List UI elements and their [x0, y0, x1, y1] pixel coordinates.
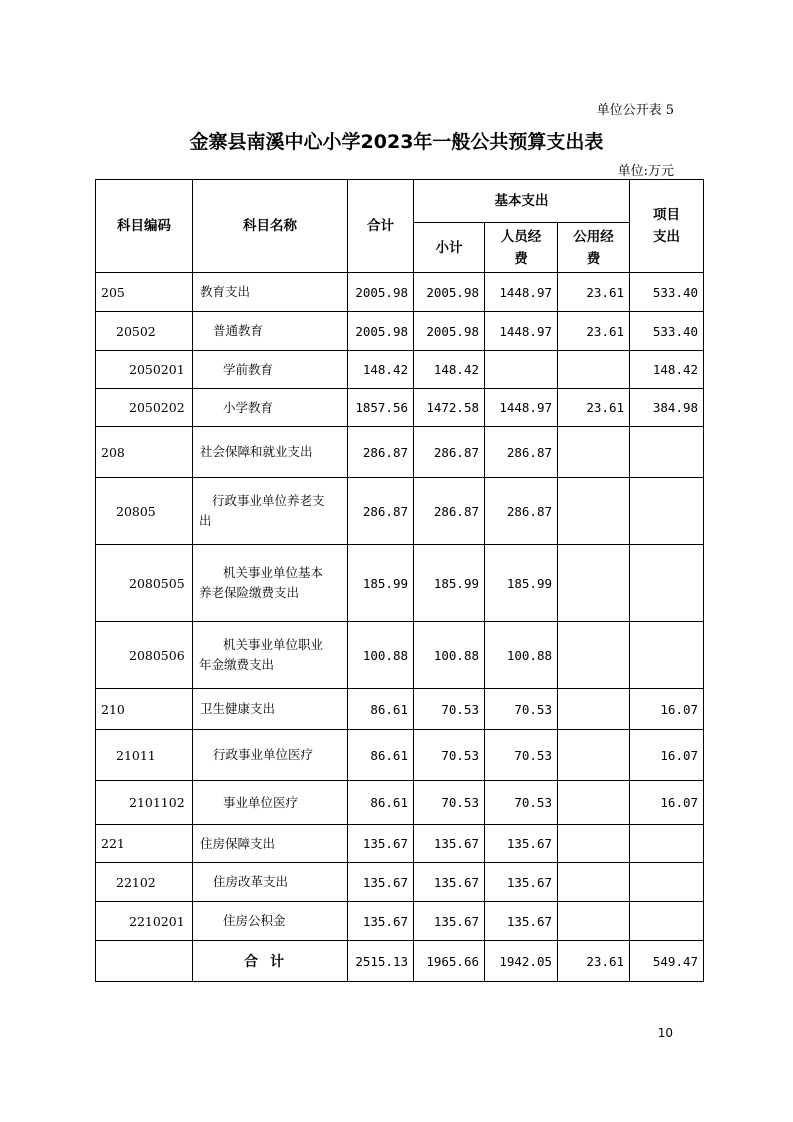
row-subtotal: 185.99 [414, 545, 485, 622]
row-public [558, 545, 630, 622]
row-personnel: 286.87 [485, 427, 558, 478]
row-personnel: 70.53 [485, 730, 558, 781]
header-name: 科目名称 [193, 180, 348, 273]
row-subtotal: 100.88 [414, 622, 485, 689]
row-project: 148.42 [630, 351, 704, 389]
row-name-line: 行政事业单位养老支 [212, 493, 325, 508]
row-name: 普通教育 [193, 312, 348, 351]
row-code: 22102 [96, 863, 193, 902]
row-subtotal: 286.87 [414, 478, 485, 545]
row-code: 221 [96, 825, 193, 863]
row-code: 210 [96, 689, 193, 730]
row-name: 住房保障支出 [193, 825, 348, 863]
row-name: 小学教育 [193, 389, 348, 427]
table-row [96, 273, 704, 312]
row-project [630, 478, 704, 545]
row-code: 20502 [96, 312, 193, 351]
row-subtotal: 135.67 [414, 902, 485, 941]
row-total: 135.67 [348, 902, 414, 941]
row-total: 135.67 [348, 825, 414, 863]
row-personnel: 135.67 [485, 902, 558, 941]
row-subtotal: 135.67 [414, 863, 485, 902]
row-name: 社会保障和就业支出 [193, 427, 348, 478]
row-personnel: 1448.97 [485, 389, 558, 427]
header-project: 项目支出 [630, 180, 704, 273]
row-name-line: 出 [199, 513, 212, 528]
row-project: 533.40 [630, 273, 704, 312]
row-public: 23.61 [558, 389, 630, 427]
row-code: 2101102 [96, 781, 193, 825]
row-public [558, 730, 630, 781]
row-name: 学前教育 [193, 351, 348, 389]
table-row [96, 730, 704, 781]
row-personnel: 135.67 [485, 863, 558, 902]
row-public: 23.61 [558, 273, 630, 312]
row-name [193, 545, 348, 622]
row-total: 2005.98 [348, 273, 414, 312]
row-personnel: 100.88 [485, 622, 558, 689]
total-label: 合计 [193, 941, 348, 982]
total-total: 2515.13 [348, 941, 414, 982]
budget-table [95, 179, 704, 982]
total-project: 549.47 [630, 941, 704, 982]
row-subtotal: 135.67 [414, 825, 485, 863]
row-name: 事业单位医疗 [193, 781, 348, 825]
row-project: 16.07 [630, 689, 704, 730]
row-project [630, 545, 704, 622]
row-code: 20805 [96, 478, 193, 545]
row-public [558, 863, 630, 902]
row-public [558, 427, 630, 478]
row-total: 2005.98 [348, 312, 414, 351]
row-total: 86.61 [348, 730, 414, 781]
row-personnel: 286.87 [485, 478, 558, 545]
row-total: 286.87 [348, 427, 414, 478]
row-total: 135.67 [348, 863, 414, 902]
table-row [96, 312, 704, 351]
row-subtotal: 148.42 [414, 351, 485, 389]
row-name-line: 机关事业单位基本 [223, 565, 324, 580]
row-name: 教育支出 [193, 273, 348, 312]
row-name-line: 养老保险缴费支出 [199, 585, 300, 600]
table-row [96, 781, 704, 825]
table-row [96, 689, 704, 730]
row-total: 185.99 [348, 545, 414, 622]
unit-label: 单位:万元 [617, 164, 674, 179]
row-public [558, 689, 630, 730]
row-public [558, 781, 630, 825]
row-subtotal: 2005.98 [414, 312, 485, 351]
total-personnel: 1942.05 [485, 941, 558, 982]
row-personnel: 185.99 [485, 545, 558, 622]
row-code: 2050202 [96, 389, 193, 427]
row-project: 16.07 [630, 730, 704, 781]
table-row [96, 478, 704, 545]
total-row [96, 941, 704, 982]
row-total: 86.61 [348, 781, 414, 825]
row-personnel: 1448.97 [485, 312, 558, 351]
row-code: 21011 [96, 730, 193, 781]
row-subtotal: 70.53 [414, 781, 485, 825]
header-total: 合计 [348, 180, 414, 273]
row-name: 住房改革支出 [193, 863, 348, 902]
header-basic: 基本支出 [414, 180, 630, 223]
row-subtotal: 286.87 [414, 427, 485, 478]
header-public: 公用经费 [558, 223, 630, 273]
row-project [630, 863, 704, 902]
header-code: 科目编码 [96, 180, 193, 273]
page-number: 10 [657, 1026, 673, 1040]
header-personnel: 人员经费 [485, 223, 558, 273]
row-project [630, 427, 704, 478]
row-name [193, 478, 348, 545]
row-name: 行政事业单位医疗 [193, 730, 348, 781]
row-public [558, 902, 630, 941]
row-project [630, 825, 704, 863]
row-public [558, 622, 630, 689]
table-row [96, 863, 704, 902]
row-total: 1857.56 [348, 389, 414, 427]
row-code: 205 [96, 273, 193, 312]
table-row [96, 825, 704, 863]
row-name-line: 机关事业单位职业 [223, 637, 324, 652]
row-public [558, 351, 630, 389]
table-row [96, 389, 704, 427]
row-code: 2210201 [96, 902, 193, 941]
row-subtotal: 70.53 [414, 689, 485, 730]
row-personnel: 1448.97 [485, 273, 558, 312]
form-number: 单位公开表 5 [596, 103, 674, 118]
row-name-line: 年金缴费支出 [199, 657, 275, 672]
row-subtotal: 70.53 [414, 730, 485, 781]
row-name [193, 622, 348, 689]
row-personnel: 70.53 [485, 689, 558, 730]
row-public [558, 478, 630, 545]
table-row [96, 622, 704, 689]
row-project [630, 622, 704, 689]
row-personnel: 135.67 [485, 825, 558, 863]
total-subtotal: 1965.66 [414, 941, 485, 982]
row-code: 2080506 [96, 622, 193, 689]
total-public: 23.61 [558, 941, 630, 982]
table-row [96, 427, 704, 478]
row-subtotal: 1472.58 [414, 389, 485, 427]
row-total: 86.61 [348, 689, 414, 730]
table-row [96, 545, 704, 622]
table-row [96, 902, 704, 941]
row-project: 16.07 [630, 781, 704, 825]
row-project [630, 902, 704, 941]
row-total: 148.42 [348, 351, 414, 389]
row-public [558, 825, 630, 863]
row-code: 208 [96, 427, 193, 478]
row-personnel: 70.53 [485, 781, 558, 825]
table-row [96, 351, 704, 389]
page-title: 金寨县南溪中心小学2023年一般公共预算支出表 [189, 131, 604, 153]
row-total: 100.88 [348, 622, 414, 689]
row-public: 23.61 [558, 312, 630, 351]
row-project: 533.40 [630, 312, 704, 351]
row-code: 2050201 [96, 351, 193, 389]
row-name: 住房公积金 [193, 902, 348, 941]
row-name: 卫生健康支出 [193, 689, 348, 730]
row-code: 2080505 [96, 545, 193, 622]
total-code-cell [96, 941, 193, 982]
header-subtotal: 小计 [414, 223, 485, 273]
row-total: 286.87 [348, 478, 414, 545]
row-personnel [485, 351, 558, 389]
row-project: 384.98 [630, 389, 704, 427]
row-subtotal: 2005.98 [414, 273, 485, 312]
